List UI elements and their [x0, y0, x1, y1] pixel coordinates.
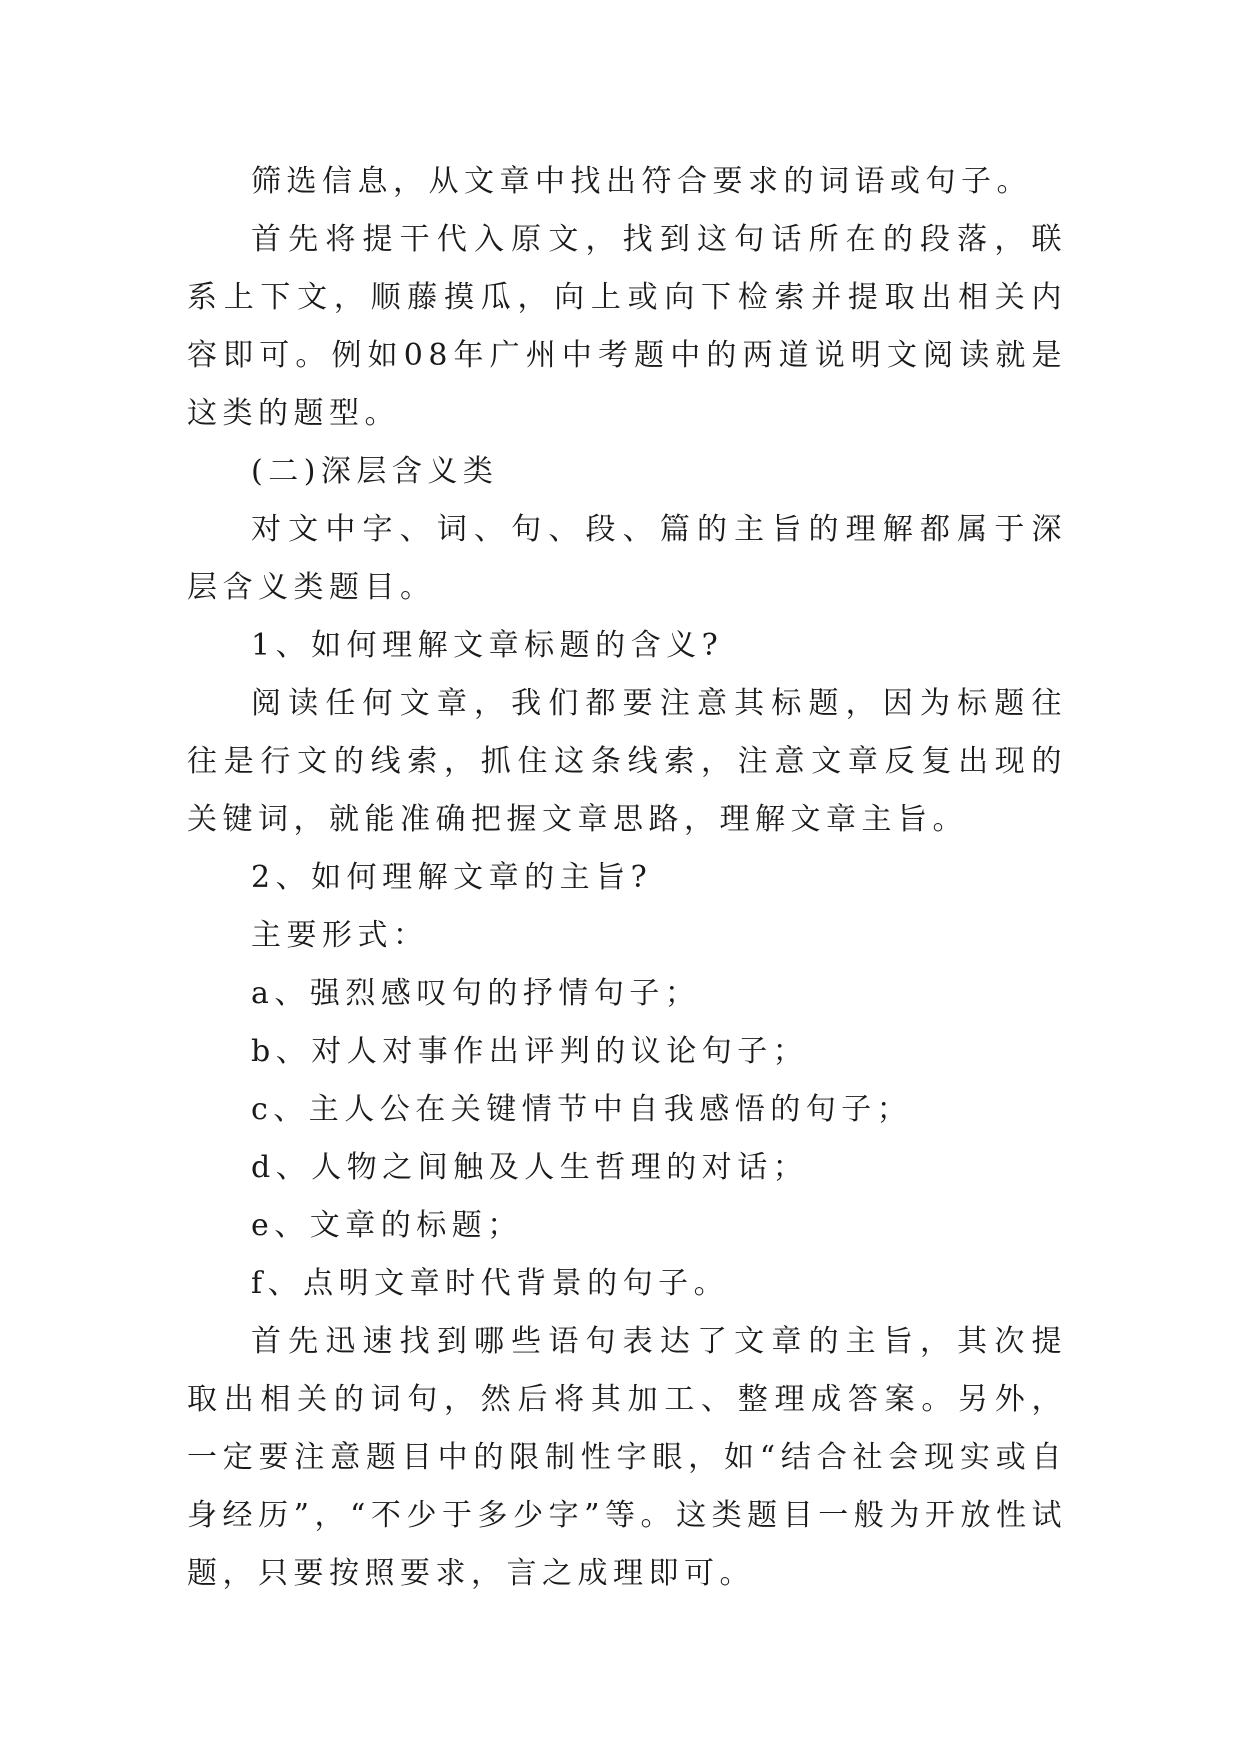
paragraph-title-importance: 阅读任何文章，我们都要注意其标题，因为标题往往是行文的线索，抓住这条线索，注意文章反复出现的关键词，就能准确把握文章思路，理解文章主旨。	[187, 686, 1067, 837]
list-item-b: b、对人对事作出评判的议论句子；	[251, 1034, 809, 1069]
paragraph-method-context: 首先将提干代入原文，找到这句话所在的段落，联系上下文，顺藤摸瓜，向上或向下检索并提取出相关内容即可。例如08年广州中考题中的两道说明文阅读就是这类的题型。	[187, 222, 1067, 431]
paragraph-answer-method: 首先迅速找到哪些语句表达了文章的主旨，其次提取出相关的词句，然后将其加工、整理成答案。另外，一定要注意题目中的限制性字眼，如“结合社会现实或自身经历”，“不少于多少字”等。这类题目一般为开放性试题，只要按照要求，言之成理即可。	[187, 1324, 1067, 1591]
list-item-a: a、强烈感叹句的抒情句子；	[251, 976, 701, 1011]
section-heading-deep-meaning: (二)深层含义类	[251, 454, 499, 489]
list-item-f: f、点明文章时代背景的句子。	[251, 1266, 730, 1301]
document-body	[187, 153, 1067, 1603]
paragraph-deep-meaning-definition: 对文中字、词、句、段、篇的主旨的理解都属于深层含义类题目。	[187, 512, 1067, 605]
list-item-d: d、人物之间触及人生哲理的对话；	[251, 1150, 809, 1185]
list-item-c: c、主人公在关键情节中自我感悟的句子；	[251, 1092, 913, 1127]
question-heading-main-idea: 2、如何理解文章的主旨?	[251, 860, 653, 895]
label-main-forms: 主要形式：	[251, 918, 429, 953]
question-heading-title-meaning: 1、如何理解文章标题的含义?	[251, 628, 724, 663]
paragraph-screening-info: 筛选信息，从文章中找出符合要求的词语或句子。	[251, 164, 1032, 199]
list-item-e: e、文章的标题；	[251, 1208, 523, 1243]
